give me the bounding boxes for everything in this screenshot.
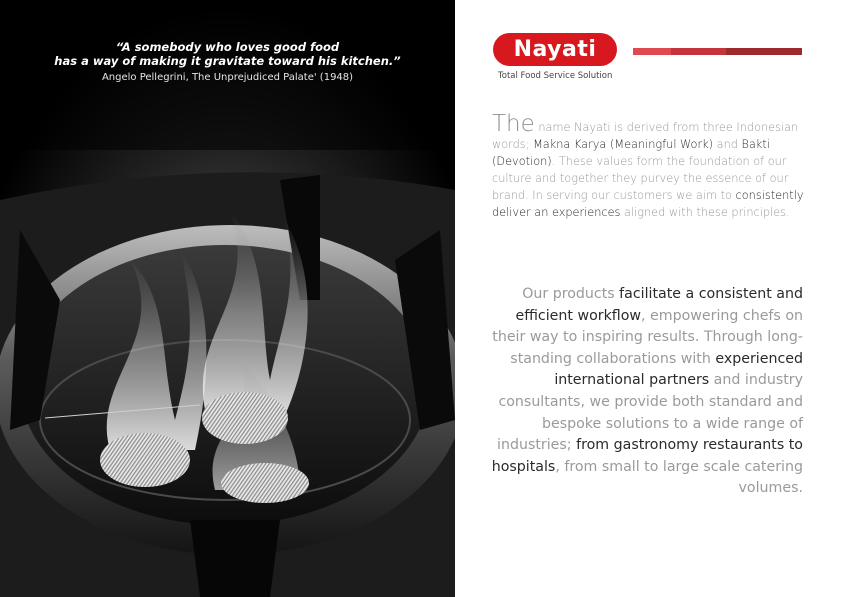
products-text-3: and industry consultants, we provide both standard and bespoke solutions to a wide range of industries;: [497, 372, 803, 454]
intro-text-3: . These values form the foundation of our culture and together they purvey the essence of our brand. In serving our customers we aim to: [492, 155, 789, 202]
intro-highlight-2: Bakti (Devotion): [492, 138, 770, 168]
accent-stripe-3: [726, 48, 802, 55]
quote-line-1: “A somebody who loves good food: [115, 40, 340, 54]
intro-text-1: name Nayati is derived from three Indonesian words;: [492, 121, 799, 151]
accent-stripe-2: [671, 48, 726, 55]
products-text-4: , from small to large scale catering volumes.: [555, 458, 803, 497]
nayati-logo: [493, 33, 617, 66]
intro-text-2: and: [713, 138, 742, 151]
products-paragraph: [488, 284, 803, 500]
quote-line-2: has a way of making it gravitate toward his kitchen.”: [54, 54, 401, 68]
intro-paragraph: [492, 111, 808, 221]
accent-stripe-1: [633, 48, 671, 55]
intro-text-4: aligned with these principles.: [620, 206, 790, 219]
intro-lead-word: The: [492, 111, 535, 137]
tagline: Total Food Service Solution: [498, 71, 613, 81]
products-highlight-3: from gastronomy restaurants to hospitals: [491, 437, 803, 475]
quote-attribution: Angelo Pellegrini, The Unprejudiced Palate' (1948): [101, 72, 354, 83]
quote-block: [0, 40, 455, 85]
products-text-2: , empowering chefs on their way to inspiring results. Through long-standing collaborations with: [492, 307, 803, 367]
intro-highlight-3: consistently deliver an experiences: [492, 189, 804, 219]
products-highlight-2: experienced international partners: [554, 350, 803, 389]
intro-highlight-1: Makna Karya (Meaningful Work): [533, 138, 714, 151]
products-text-1: Our products: [522, 286, 620, 302]
logo-text: Nayati: [513, 37, 597, 62]
products-highlight-1: facilitate a consistent and efficient workflow: [515, 286, 803, 324]
